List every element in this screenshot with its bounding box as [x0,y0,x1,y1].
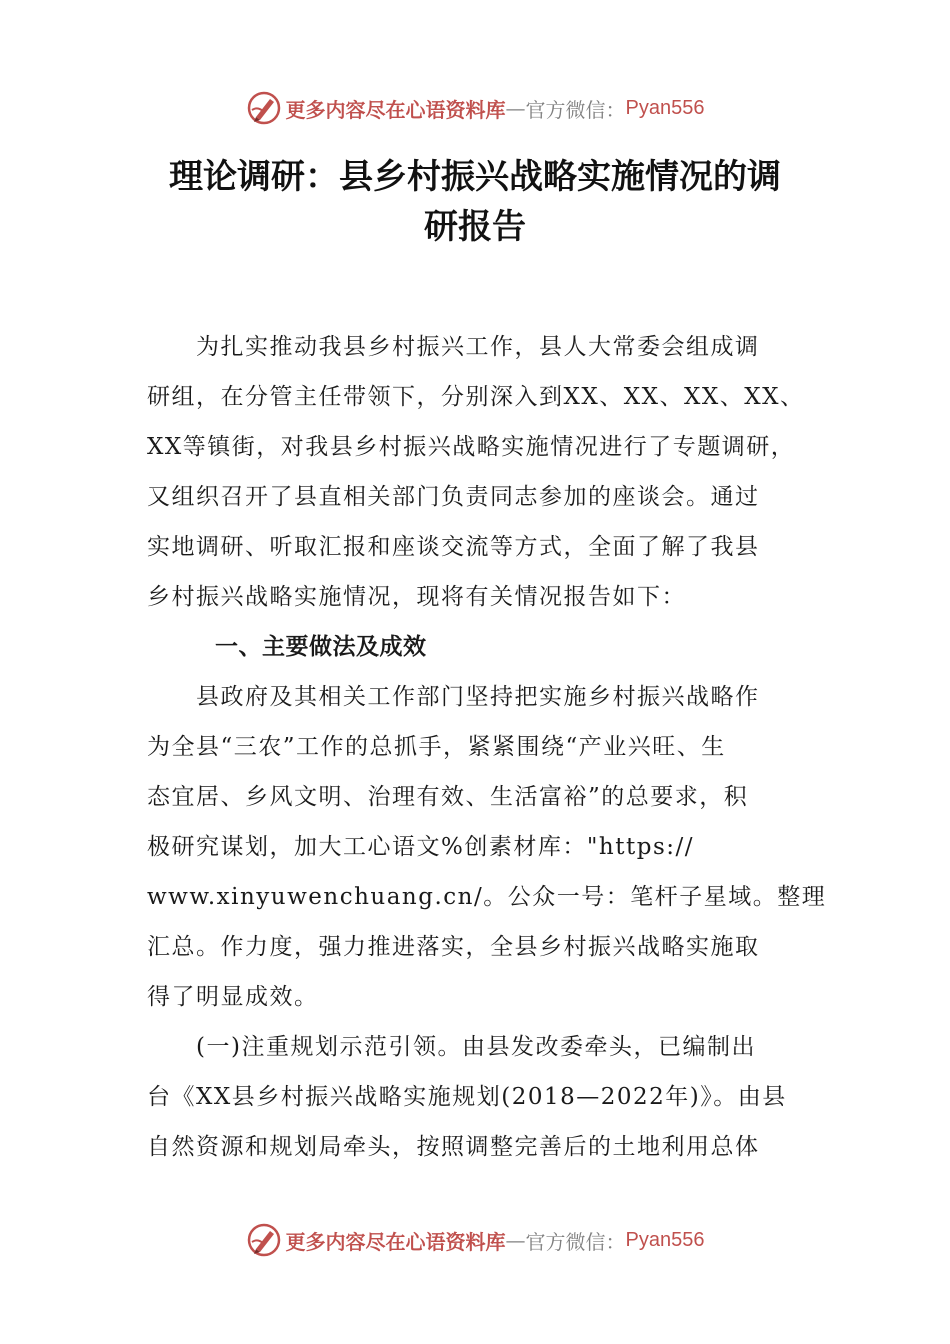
body-line: 研组，在分管主任带领下，分别深入到XX、XX、XX、XX、 [147,384,805,410]
banner-separator: — [505,1228,526,1252]
body-line: 极研究谋划，加大工心语文%创素材库："https:// [147,834,695,860]
banner-sub-text: 官方微信： [525,1229,626,1254]
footer-banner [0,1218,950,1262]
body-line: www.xinyuwenchuang.cn/。公众一号：笔杆子星域。整理 [147,884,827,910]
banner-wechat-id: Pyan556 [625,96,705,119]
body-line: 态宜居、乡风文明、治理有效、生活富裕”的总要求，积 [147,784,749,810]
banner-sub-text: 官方微信： [525,97,626,122]
body-line: 得了明显成效。 [147,984,319,1010]
title-line-2: 研报告 [424,207,526,247]
body-line: 又组织召开了县直相关部门负责同志参加的座谈会。通过 [147,484,760,510]
document-title [148,152,802,252]
header-banner [0,86,950,130]
banner-wechat-id: Pyan556 [625,1228,705,1251]
banner-main-text: 更多内容尽在心语资料库 [285,1229,506,1254]
title-line-1: 理论调研：县乡村振兴战略实施情况的调 [169,157,781,197]
body-line: 为扎实推动我县乡村振兴工作，县人大常委会组成调 [196,334,760,360]
body-line: 汇总。作力度，强力推进落实，全县乡村振兴战略实施取 [147,934,760,960]
body-line: 乡村振兴战略实施情况，现将有关情况报告如下： [147,584,686,610]
document-body [147,322,827,1172]
body-line: 自然资源和规划局牵头，按照调整完善后的土地利用总体 [147,1134,760,1160]
section-heading: 一、主要做法及成效 [215,634,427,660]
banner-main-text: 更多内容尽在心语资料库 [285,97,506,122]
pen-logo-icon [246,90,282,126]
body-line: 台《XX县乡村振兴战略实施规划(2018—2022年)》。由县 [147,1084,787,1110]
body-line: (一)注重规划示范引领。由县发改委牵头，已编制出 [196,1034,756,1060]
body-line: 为全县“三农”工作的总抓手，紧紧围绕“产业兴旺、生 [147,734,726,760]
pen-logo-icon [246,1222,282,1258]
body-line: 县政府及其相关工作部门坚持把实施乡村振兴战略作 [196,684,760,710]
body-line: 实地调研、听取汇报和座谈交流等方式，全面了解了我县 [147,534,760,560]
body-line: XX等镇街，对我县乡村振兴战略实施情况进行了专题调研， [147,434,796,460]
banner-separator: — [505,96,526,120]
